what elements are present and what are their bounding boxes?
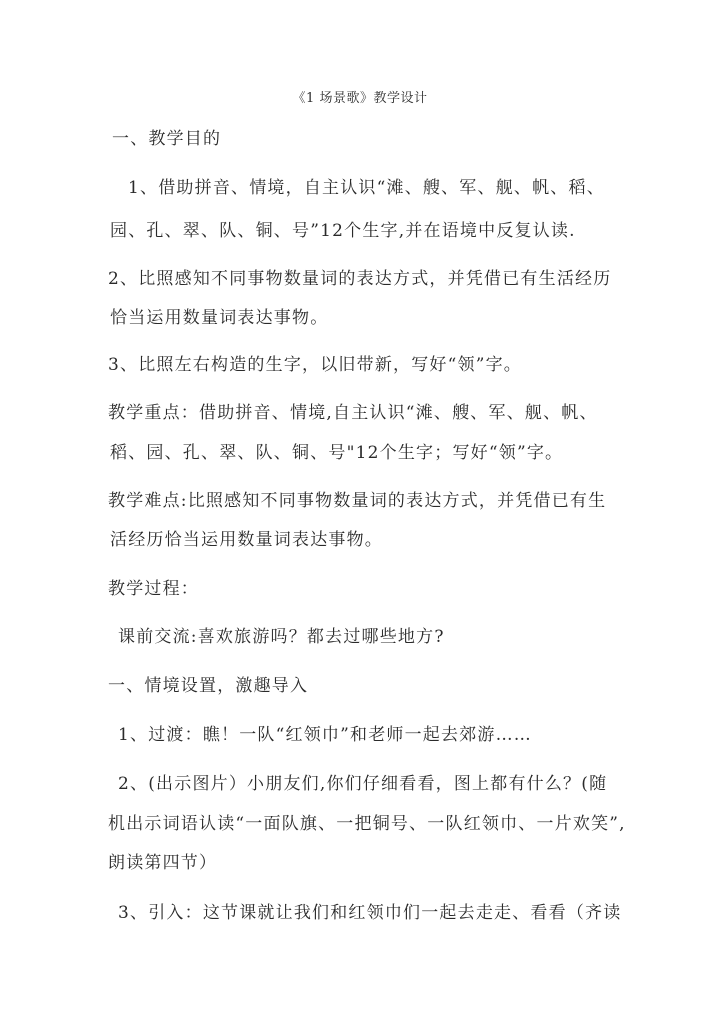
key-points-line-2: 稻、园、孔、翠、队、铜、号"12个生字；写好“领”字。 [110,443,564,463]
step-1-transition: 1、过渡：瞧！一队“红领巾”和老师一起去郊游…… [118,725,532,745]
teaching-process-heading: 教学过程： [108,579,199,599]
objective-2-line-1: 2、比照感知不同事物数量词的表达方式，并凭借已有生活经历 [108,269,612,289]
section-heading-objectives: 一、教学目的 [112,129,222,149]
key-points-line-1: 教学重点：借助拼音、情境,自主认识“滩、艘、军、舰、帆、 [108,403,598,423]
objective-2-line-2: 恰当运用数量词表达事物。 [110,308,329,328]
pre-class-exchange: 课前交流:喜欢旅游吗？都去过哪些地方? [118,627,445,647]
document-title: 《1 场景歌》教学设计 [292,91,428,106]
step-2-line-1: 2、(出示图片）小朋友们,你们仔细看看，图上都有什么？(随 [118,774,608,794]
difficulties-line-2: 活经历恰当运用数量词表达事物。 [110,530,383,550]
objective-1-line-1: 1、借助拼音、情境，自主认识“滩、艘、军、舰、帆、稻、 [128,178,605,198]
step-2-line-3: 朗读第四节） [108,853,218,873]
difficulties-line-1: 教学难点:比照感知不同事物数量词的表达方式，并凭借已有生 [108,491,607,511]
step-3-line-1: 3、引入：这节课就让我们和红领巾们一起去走走、看看（齐读 [118,903,622,923]
objective-3: 3、比照左右构造的生字，以旧带新，写好“领”字。 [108,355,522,375]
step-2-line-2: 机出示词语认读“一面队旗、一把铜号、一队红领巾、一片欢笑”, [108,814,626,834]
section-heading-introduction: 一、情境设置，激趣导入 [108,676,309,696]
objective-1-line-2: 园、孔、翠、队、铜、号”12个生字,并在语境中反复认读. [110,221,576,241]
